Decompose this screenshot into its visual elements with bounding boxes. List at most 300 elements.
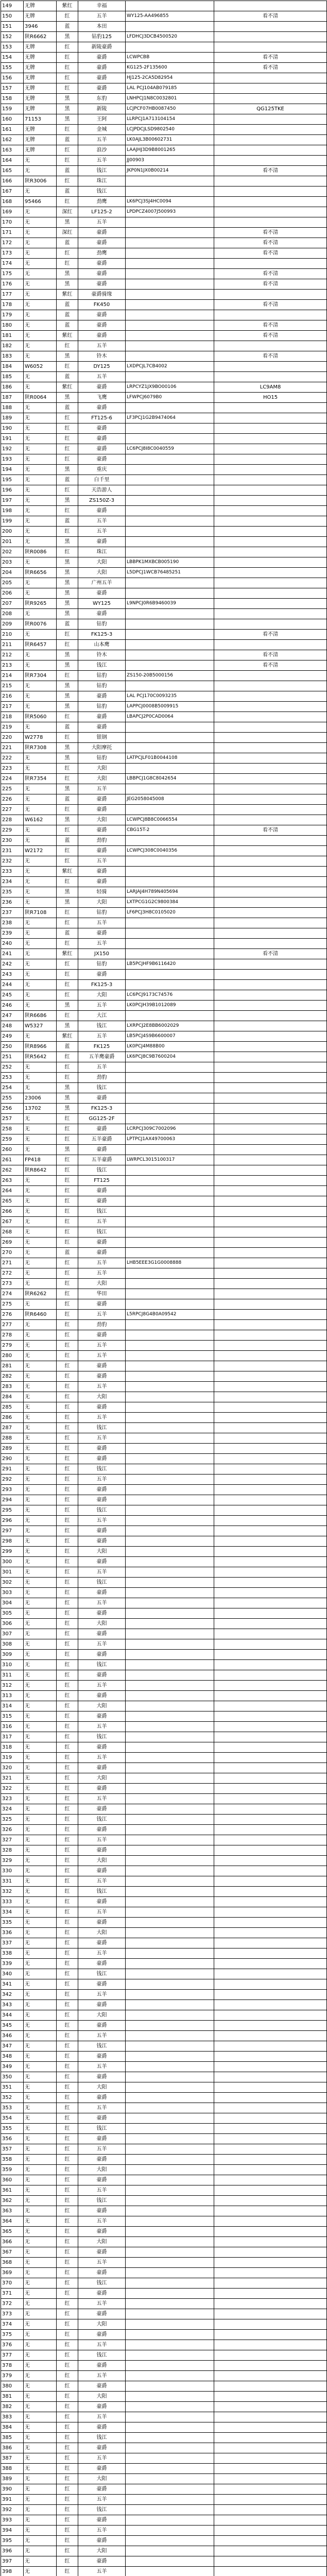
plate-number-cell: 无牌 (24, 73, 57, 83)
vin-code-cell: LPDPCZ4007J500993 (126, 207, 214, 217)
table-row (1, 1299, 327, 1310)
vin-code-cell (126, 1763, 214, 1773)
table-row (1, 897, 327, 908)
table-row (1, 2536, 327, 2546)
vin-code-cell (126, 1413, 214, 1423)
plate-number-cell: 无 (24, 444, 57, 454)
color-cell: 深红 (57, 207, 78, 217)
row-number-cell: 271 (1, 1258, 24, 1268)
plate-number-cell: 无 (24, 2433, 57, 2443)
plate-number-cell: 无 (24, 1578, 57, 1588)
vin-code-cell (126, 1392, 214, 1402)
vin-code-cell (126, 1238, 214, 1248)
row-number-cell: 375 (1, 2330, 24, 2340)
model-cell: 钱江 (78, 187, 126, 197)
model-cell: 豪爵 (78, 1196, 126, 1207)
row-number-cell: 254 (1, 1083, 24, 1093)
color-cell: 红 (57, 11, 78, 22)
vin-code-cell (126, 1433, 214, 1444)
plate-number-cell: W2778 (24, 733, 57, 743)
table-row (1, 2289, 327, 2299)
vin-code-cell (126, 2227, 214, 2237)
plate-number-cell: 陕R7308 (24, 743, 57, 753)
model-cell: 大阳 (78, 1619, 126, 1629)
note-cell (214, 609, 327, 619)
vin-code-cell: LNHPCJ1N8C0032801 (126, 94, 214, 104)
model-cell: 豪爵 (78, 2422, 126, 2433)
note-cell (214, 2484, 327, 2495)
plate-number-cell: 13702 (24, 1104, 57, 1114)
color-cell: 红 (57, 197, 78, 207)
model-cell: 豪爵 (78, 1650, 126, 1660)
table-row (1, 557, 327, 568)
plate-number-cell: 无 (24, 856, 57, 867)
plate-number-cell: 无 (24, 2134, 57, 2144)
note-cell (214, 94, 327, 104)
model-cell: 豪爵 (78, 1485, 126, 1495)
vin-code-cell (126, 1165, 214, 1176)
color-cell: 红 (57, 2041, 78, 2052)
row-number-cell: 331 (1, 1876, 24, 1887)
model-cell: 钻豹 (78, 959, 126, 970)
note-cell (214, 1588, 327, 1598)
vin-code-cell: LAL PCJ170C0093235 (126, 691, 214, 702)
table-row (1, 568, 327, 578)
row-number-cell: 269 (1, 1238, 24, 1248)
color-cell: 红 (57, 764, 78, 774)
table-row (1, 1701, 327, 1711)
row-number-cell: 176 (1, 279, 24, 290)
table-row (1, 846, 327, 856)
note-cell: QG125TKE (214, 104, 327, 114)
note-cell: 看不清 (214, 11, 327, 22)
row-number-cell: 151 (1, 22, 24, 32)
model-cell: 五羊 (78, 1639, 126, 1650)
note-cell (214, 2392, 327, 2402)
row-number-cell: 197 (1, 496, 24, 506)
table-row (1, 2144, 327, 2155)
vin-code-cell (126, 537, 214, 547)
color-cell: 红 (57, 2082, 78, 2093)
table-row (1, 1289, 327, 1299)
note-cell (214, 1835, 327, 1845)
color-cell: 红 (57, 1887, 78, 1897)
color-cell: 黑 (57, 1001, 78, 1011)
note-cell (214, 578, 327, 588)
note-cell (214, 1485, 327, 1495)
vin-code-cell (126, 2196, 214, 2206)
row-number-cell: 398 (1, 2567, 24, 2576)
table-row (1, 1093, 327, 1104)
model-cell: 钻豹 (78, 671, 126, 681)
note-cell: 看不清 (214, 269, 327, 279)
row-number-cell: 288 (1, 1433, 24, 1444)
plate-number-cell: 无 (24, 2144, 57, 2155)
table-row (1, 753, 327, 764)
row-number-cell: 386 (1, 2443, 24, 2453)
vin-code-cell (126, 290, 214, 300)
table-row (1, 650, 327, 660)
color-cell: 红 (57, 2155, 78, 2165)
model-cell: 豪爵 (78, 1371, 126, 1382)
vin-code-cell (126, 2247, 214, 2258)
table-row (1, 1938, 327, 1948)
table-row (1, 2546, 327, 2556)
note-cell (214, 640, 327, 650)
vin-code-cell (126, 2526, 214, 2536)
row-number-cell: 211 (1, 640, 24, 650)
row-number-cell: 397 (1, 2556, 24, 2567)
row-number-cell: 205 (1, 578, 24, 588)
row-number-cell: 173 (1, 248, 24, 259)
model-cell: 五羊 (78, 1948, 126, 1959)
color-cell: 红 (57, 970, 78, 980)
note-cell (214, 454, 327, 465)
plate-number-cell: 无 (24, 1371, 57, 1382)
plate-number-cell: 无 (24, 1753, 57, 1763)
vin-code-cell (126, 578, 214, 588)
note-cell (214, 1804, 327, 1815)
color-cell: 红 (57, 1052, 78, 1062)
row-number-cell: 280 (1, 1351, 24, 1361)
note-cell (214, 1619, 327, 1629)
note-cell (214, 496, 327, 506)
table-row (1, 1001, 327, 1011)
plate-number-cell: 无 (24, 2392, 57, 2402)
model-cell: 豪爵 (78, 2206, 126, 2216)
model-cell: 珠江 (78, 176, 126, 187)
plate-number-cell: 无 (24, 578, 57, 588)
model-cell: 大阳 (78, 815, 126, 825)
plate-number-cell: 无 (24, 496, 57, 506)
color-cell: 红 (57, 2536, 78, 2546)
note-cell (214, 1681, 327, 1691)
plate-number-cell: 无 (24, 1742, 57, 1753)
note-cell (214, 691, 327, 702)
vin-code-cell (126, 269, 214, 279)
plate-number-cell: 无 (24, 1598, 57, 1608)
color-cell: 红 (57, 2453, 78, 2464)
note-cell (214, 2082, 327, 2093)
row-number-cell: 308 (1, 1639, 24, 1650)
color-cell: 蓝 (57, 187, 78, 197)
row-number-cell: 383 (1, 2412, 24, 2422)
color-cell: 红 (57, 1392, 78, 1402)
table-row (1, 733, 327, 743)
vin-code-cell: LRPCYZ1JX9BO00106 (126, 382, 214, 393)
row-number-cell: 353 (1, 2103, 24, 2113)
table-row (1, 949, 327, 959)
row-number-cell: 322 (1, 1784, 24, 1794)
color-cell: 红 (57, 444, 78, 454)
model-cell: 钱江 (78, 2505, 126, 2515)
model-cell: 五羊 (78, 1258, 126, 1268)
vin-code-cell (126, 2216, 214, 2227)
note-cell (214, 568, 327, 578)
plate-number-cell: 无 (24, 2196, 57, 2206)
model-cell: 豪爵 (78, 1361, 126, 1371)
row-number-cell: 346 (1, 2031, 24, 2041)
model-cell: 豪爵 (78, 1825, 126, 1835)
color-cell: 红 (57, 2072, 78, 2082)
note-cell (214, 32, 327, 42)
plate-number-cell: 无 (24, 2350, 57, 2361)
plate-number-cell: 无 (24, 805, 57, 815)
row-number-cell: 222 (1, 753, 24, 764)
plate-number-cell: 无牌 (24, 94, 57, 104)
vin-code-cell (126, 1547, 214, 1557)
plate-number-cell: 无 (24, 1423, 57, 1433)
note-cell (214, 1083, 327, 1093)
model-cell: 豪爵 (78, 2381, 126, 2392)
plate-number-cell: 无 (24, 1361, 57, 1371)
row-number-cell: 379 (1, 2371, 24, 2381)
plate-number-cell: 无 (24, 1876, 57, 1887)
vin-code-cell: LC6PCJ8I8C0040559 (126, 444, 214, 454)
vin-code-cell (126, 1681, 214, 1691)
model-cell: 豪爵骑缘 (78, 290, 126, 300)
note-cell: 看不清 (214, 825, 327, 836)
plate-number-cell: 无 (24, 764, 57, 774)
note-cell (214, 856, 327, 867)
table-row (1, 42, 327, 53)
row-number-cell: 396 (1, 2546, 24, 2556)
note-cell (214, 1031, 327, 1042)
model-cell: 豪爵 (78, 238, 126, 248)
table-row (1, 908, 327, 918)
note-cell (214, 671, 327, 681)
color-cell: 红 (57, 640, 78, 650)
row-number-cell: 232 (1, 856, 24, 867)
plate-number-cell: 无 (24, 1567, 57, 1578)
table-row (1, 2350, 327, 2361)
plate-number-cell: W6162 (24, 815, 57, 825)
table-row (1, 310, 327, 320)
table-row (1, 238, 327, 248)
color-cell: 红 (57, 2258, 78, 2268)
vin-code-cell (126, 2495, 214, 2505)
vin-code-cell (126, 1093, 214, 1104)
model-cell: 大江 (78, 1011, 126, 1021)
model-cell: 五羊 (78, 156, 126, 166)
note-cell: 看不清 (214, 949, 327, 959)
color-cell: 红 (57, 1835, 78, 1845)
table-row (1, 867, 327, 877)
vin-code-cell (126, 1248, 214, 1258)
color-cell: 红 (57, 1186, 78, 1196)
note-cell (214, 2371, 327, 2381)
note-cell (214, 2515, 327, 2526)
row-number-cell: 200 (1, 527, 24, 537)
plate-number-cell: 无 (24, 1948, 57, 1959)
row-number-cell: 292 (1, 1475, 24, 1485)
plate-number-cell: 无牌 (24, 83, 57, 94)
vin-code-cell: WY125-AA496855 (126, 11, 214, 22)
vin-code-cell (126, 928, 214, 939)
row-number-cell: 356 (1, 2134, 24, 2144)
row-number-cell: 157 (1, 83, 24, 94)
vin-code-cell (126, 2062, 214, 2072)
plate-number-cell: 无 (24, 2453, 57, 2464)
color-cell: 红 (57, 2495, 78, 2505)
note-cell (214, 83, 327, 94)
table-row (1, 1062, 327, 1073)
note-cell (214, 125, 327, 135)
note-cell (214, 2556, 327, 2567)
note-cell (214, 1227, 327, 1238)
row-number-cell: 390 (1, 2484, 24, 2495)
color-cell: 蓝 (57, 310, 78, 320)
vin-code-cell (126, 1083, 214, 1093)
table-row (1, 1207, 327, 1217)
plate-number-cell: 无 (24, 516, 57, 527)
table-row (1, 1825, 327, 1835)
row-number-cell: 343 (1, 2000, 24, 2010)
row-number-cell: 354 (1, 2113, 24, 2124)
note-cell (214, 2278, 327, 2289)
vin-code-cell (126, 650, 214, 660)
note-cell: 看不清 (214, 300, 327, 310)
vin-code-cell (126, 2124, 214, 2134)
row-number-cell: 226 (1, 794, 24, 805)
table-row (1, 1196, 327, 1207)
vin-code-cell: LCWPCBB (126, 53, 214, 63)
model-cell: GG125-2F (78, 1114, 126, 1124)
vin-code-cell: JKP0N1JX0B00214 (126, 166, 214, 176)
vin-code-cell (126, 1722, 214, 1732)
row-number-cell: 204 (1, 568, 24, 578)
vin-code-cell: LBBPCJ1G8C8042654 (126, 774, 214, 784)
color-cell: 红 (57, 1495, 78, 1505)
color-cell: 红 (57, 1165, 78, 1176)
model-cell: 豪爵 (78, 2484, 126, 2495)
row-number-cell: 256 (1, 1104, 24, 1114)
table-row (1, 578, 327, 588)
color-cell: 红 (57, 1155, 78, 1165)
vin-code-cell (126, 1145, 214, 1155)
note-cell (214, 2505, 327, 2515)
vin-code-cell (126, 949, 214, 959)
table-row (1, 1083, 327, 1093)
model-cell: 钻豹125 (78, 32, 126, 42)
color-cell: 红 (57, 939, 78, 949)
table-row (1, 187, 327, 197)
plate-number-cell: 23006 (24, 1093, 57, 1104)
model-cell: 钱江 (78, 2433, 126, 2443)
plate-number-cell: 陕R6656 (24, 568, 57, 578)
model-cell: 五羊 (78, 2216, 126, 2227)
table-row (1, 2556, 327, 2567)
plate-number-cell: 无 (24, 228, 57, 238)
note-cell (214, 1907, 327, 1918)
model-cell: 天浩游人 (78, 485, 126, 496)
note-cell (214, 2072, 327, 2082)
note-cell (214, 2361, 327, 2371)
color-cell: 红 (57, 2010, 78, 2021)
color-cell: 红 (57, 2546, 78, 2556)
note-cell (214, 1794, 327, 1804)
note-cell (214, 1464, 327, 1475)
model-cell: 豪爵 (78, 2052, 126, 2062)
note-cell (214, 753, 327, 764)
table-row (1, 970, 327, 980)
note-cell (214, 1001, 327, 1011)
table-row (1, 73, 327, 83)
vin-code-cell (126, 176, 214, 187)
color-cell: 红 (57, 2422, 78, 2433)
vin-code-cell: LF6PCJ3H8C0105020 (126, 908, 214, 918)
row-number-cell: 326 (1, 1825, 24, 1835)
color-cell: 红 (57, 1650, 78, 1660)
note-cell (214, 42, 327, 53)
row-number-cell: 216 (1, 691, 24, 702)
plate-number-cell: 无 (24, 537, 57, 547)
vin-code-cell (126, 527, 214, 537)
vin-code-cell (126, 2278, 214, 2289)
table-row (1, 794, 327, 805)
plate-number-cell: 无 (24, 1413, 57, 1423)
table-row (1, 2041, 327, 2052)
color-cell: 红 (57, 2268, 78, 2278)
table-row (1, 1464, 327, 1475)
color-cell: 红 (57, 2319, 78, 2330)
plate-number-cell: 无 (24, 959, 57, 970)
table-row (1, 1876, 327, 1887)
vin-code-cell (126, 1382, 214, 1392)
plate-number-cell: 无 (24, 1825, 57, 1835)
table-row (1, 2505, 327, 2515)
plate-number-cell: 无 (24, 1815, 57, 1825)
note-cell (214, 1856, 327, 1866)
color-cell: 黑 (57, 393, 78, 403)
row-number-cell: 311 (1, 1670, 24, 1681)
plate-number-cell: 无 (24, 1629, 57, 1639)
note-cell (214, 1722, 327, 1732)
plate-number-cell: 无 (24, 259, 57, 269)
model-cell: 五羊 (78, 341, 126, 351)
color-cell: 红 (57, 2567, 78, 2576)
plate-number-cell: 无 (24, 691, 57, 702)
color-cell: 红 (57, 176, 78, 187)
vin-code-cell (126, 1701, 214, 1711)
note-cell (214, 1567, 327, 1578)
plate-number-cell: 无 (24, 918, 57, 928)
color-cell: 红 (57, 53, 78, 63)
table-row (1, 1629, 327, 1639)
table-row (1, 1361, 327, 1371)
plate-number-cell: 无牌 (24, 125, 57, 135)
plate-number-cell: 无 (24, 166, 57, 176)
plate-number-cell: 无牌 (24, 145, 57, 156)
color-cell: 红 (57, 2361, 78, 2371)
color-cell: 红 (57, 959, 78, 970)
model-cell: 豪爵 (78, 2113, 126, 2124)
model-cell: FK125-3 (78, 1104, 126, 1114)
plate-number-cell: 3946 (24, 22, 57, 32)
row-number-cell: 152 (1, 32, 24, 42)
note-cell (214, 1134, 327, 1145)
color-cell: 红 (57, 63, 78, 73)
color-cell: 红 (57, 671, 78, 681)
row-number-cell: 184 (1, 362, 24, 372)
plate-number-cell: 无 (24, 2515, 57, 2526)
row-number-cell: 149 (1, 1, 24, 11)
vin-code-cell (126, 1794, 214, 1804)
vin-code-cell (126, 1, 214, 11)
color-cell: 红 (57, 1711, 78, 1722)
vin-code-cell (126, 1073, 214, 1083)
table-row (1, 135, 327, 145)
